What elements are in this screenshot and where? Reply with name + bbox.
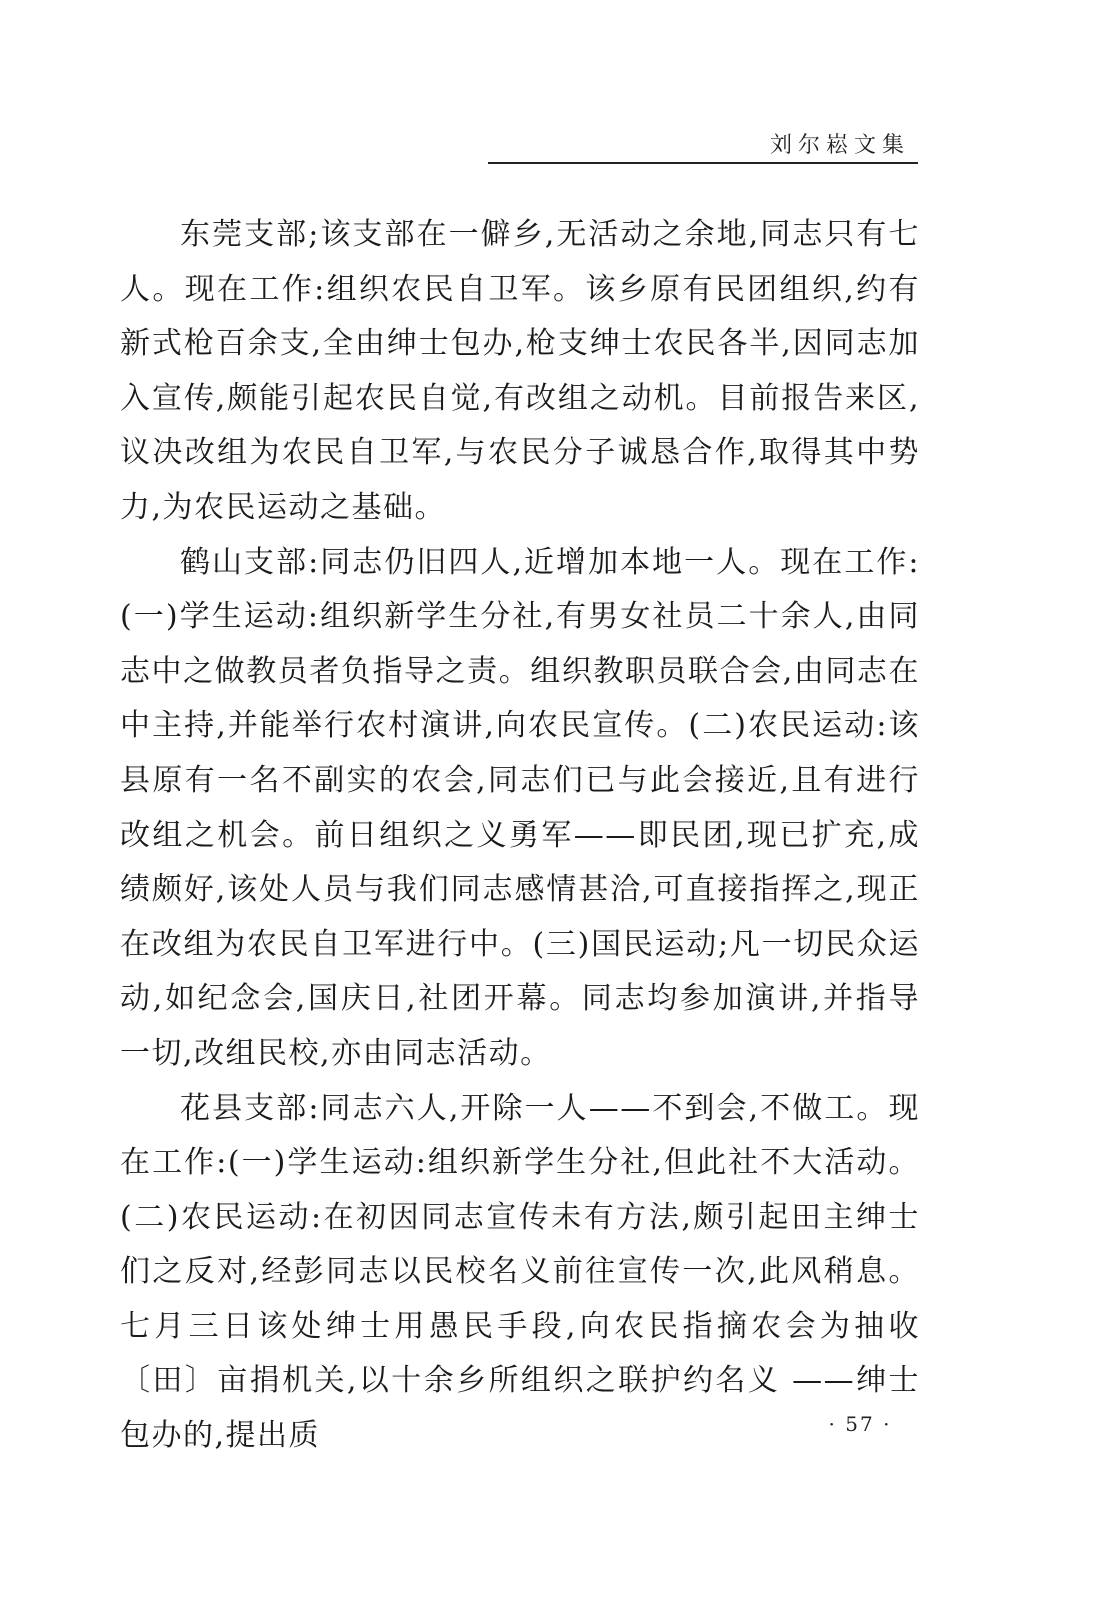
body-text: [120, 208, 920, 1464]
paragraph-huaxian-branch: 花县支部:同志六人,开除一人——不到会,不做工。现在工作:(一)学生运动:组织新学生分社,但此社不大活动。(二)农民运动:在初因同志宣传未有方法,颇引起田主绅士们之反对,经彭同志以民校名义前往宣传一次,此风稍息。七月三日该处绅士用愚民手段,向农民指摘农会为抽收〔田〕亩捐机关,以十余乡所组织之联护约名义 ——绅士包办的,提出质: [120, 1090, 920, 1454]
header-rule: [488, 162, 918, 164]
paragraph-dongguan-branch: 东莞支部;该支部在一僻乡,无活动之余地,同志只有七人。现在工作:组织农民自卫军。该乡原有民团组织,约有新式枪百余支,全由绅士包办,枪支绅士农民各半,因同志加入宣传,颇能引起农民自觉,有改组之动机。目前报告来区,议决改组为农民自卫军,与农民分子诚恳合作,取得其中势力,为农民运动之基础。: [120, 217, 920, 525]
paragraph-heshan-branch: 鹤山支部:同志仍旧四人,近增加本地一人。现在工作:(一)学生运动:组织新学生分社,有男女社员二十余人,由同志中之做教员者负指导之责。组织教职员联合会,由同志在中主持,并能举行农村演讲,向农民宣传。(二)农民运动:该县原有一名不副实的农会,同志们已与此会接近,且有进行改组之机会。前日组织之义勇军——即民团,现已扩充,成绩颇好,该处人员与我们同志感情甚洽,可直接指挥之,现正在改组为农民自卫军进行中。(三)国民运动;凡一切民众运动,如纪念会,国庆日,社团开幕。同志均参加演讲,并指导一切,改组民校,亦由同志活动。: [120, 544, 920, 1071]
running-header-title: 刘尔崧文集: [769, 133, 910, 158]
page-number: · 57 ·: [828, 1412, 892, 1436]
